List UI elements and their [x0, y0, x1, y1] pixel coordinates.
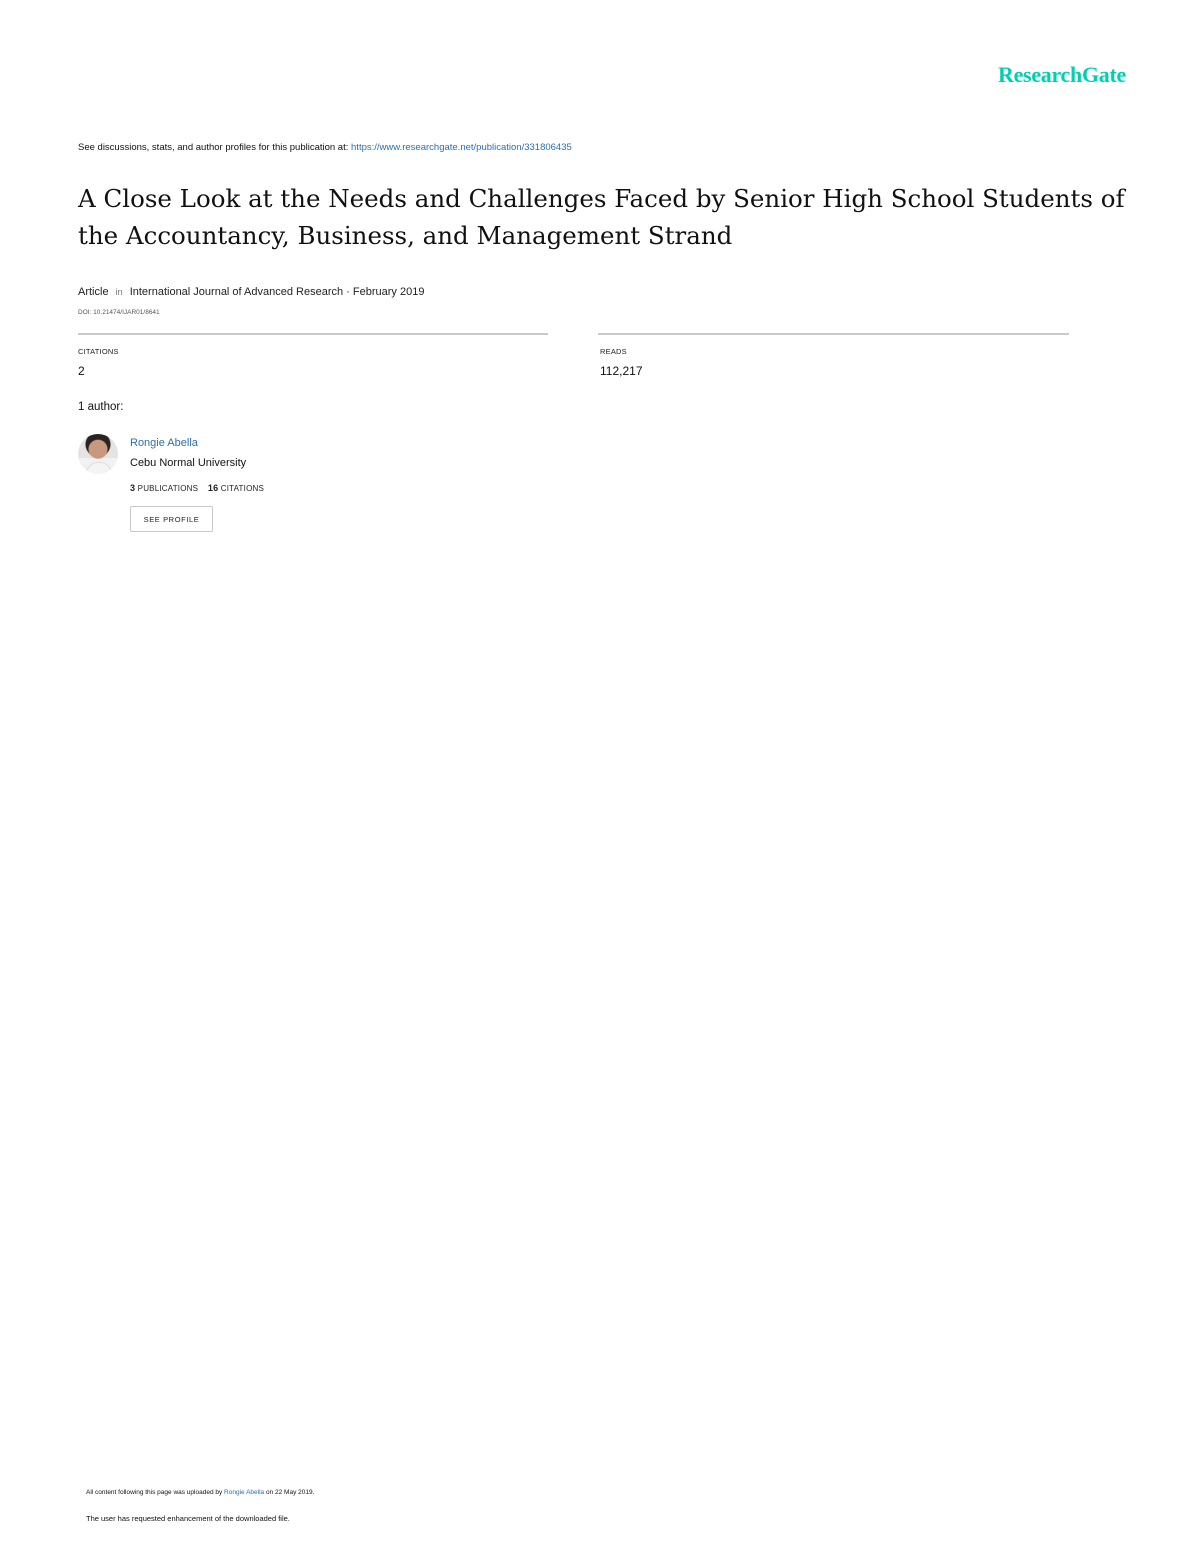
author-publications-count: 3 [130, 483, 136, 493]
researchgate-logo[interactable]: ResearchGate [998, 62, 1126, 87]
see-discussions-text: See discussions, stats, and author profiles for this publication at: [78, 142, 352, 153]
publication-url-link[interactable]: https://www.researchgate.net/publication/331806435 [351, 142, 572, 153]
see-profile-button[interactable]: SEE PROFILE [130, 506, 213, 532]
publication-meta [78, 286, 424, 298]
author-institution: Cebu Normal University [130, 457, 247, 469]
author-stats [130, 483, 264, 493]
enhancement-note: The user has requested enhancement of the downloaded file. [86, 1514, 290, 1523]
upload-notice [86, 1489, 314, 1496]
upload-prefix: All content following this page was uploaded by [86, 1489, 225, 1496]
uploader-link[interactable]: Rongie Abella [224, 1489, 265, 1496]
author-citations-count: 16 [207, 483, 219, 493]
upload-suffix: on 22 May 2019. [264, 1489, 315, 1496]
publication-title: A Close Look at the Needs and Challenges Faced by Senior High School Students of the Accountancy, Business, and Management Strand [78, 184, 1125, 250]
publication-link-line [78, 142, 572, 153]
authors-count: 1 author: [78, 401, 124, 413]
publication-doi: DOI: 10.21474/IJAR01/8641 [78, 309, 160, 316]
author-avatar[interactable] [78, 434, 118, 474]
citations-label: CITATIONS [78, 347, 119, 356]
reads-divider [598, 333, 1069, 335]
author-publications-label: PUBLICATIONS [137, 484, 199, 493]
publication-venue-date: International Journal of Advanced Research · February 2019 [129, 286, 425, 298]
citations-value: 2 [78, 364, 85, 378]
citations-divider [78, 333, 548, 335]
reads-value: 112,217 [600, 364, 643, 378]
author-citations-label: CITATIONS [220, 484, 264, 493]
author-name-link[interactable]: Rongie Abella [130, 437, 198, 449]
publication-type: Article [78, 286, 109, 298]
type-separator: in [115, 287, 123, 297]
reads-label: READS [600, 347, 627, 356]
